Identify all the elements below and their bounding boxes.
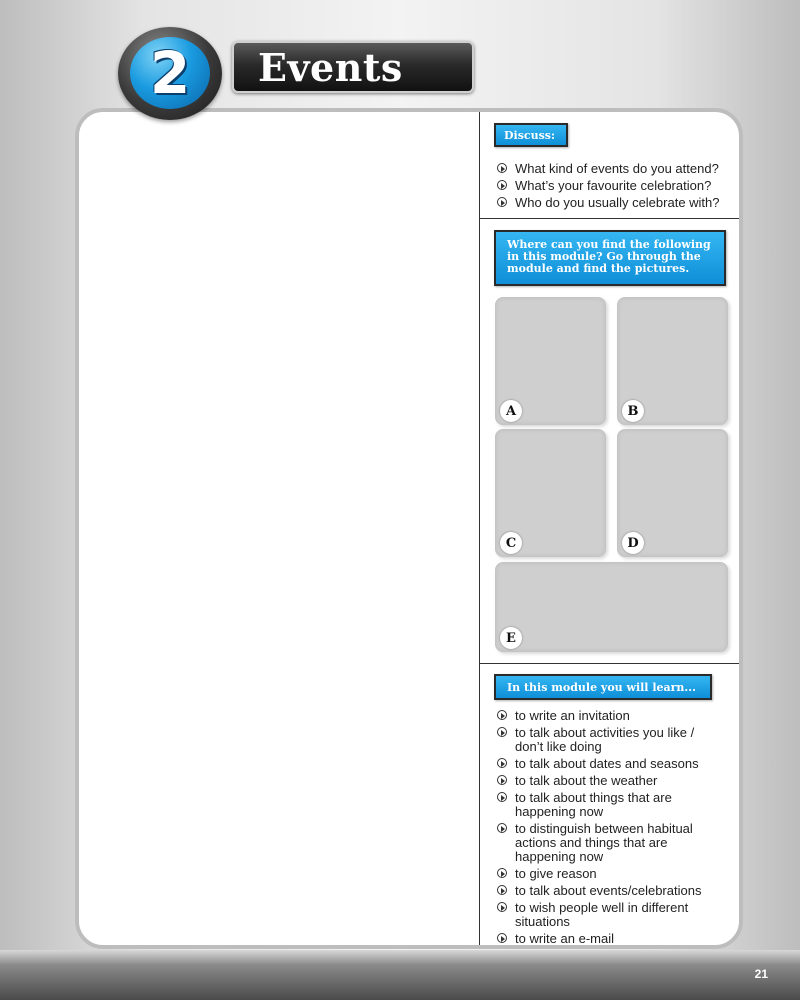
play-bullet-icon: [497, 792, 507, 802]
list-item: to give reason: [497, 867, 723, 881]
content-panel: [75, 108, 743, 949]
list-item: What’s your favourite celebration?: [497, 179, 737, 193]
list-item: to talk about things that are happening now: [497, 791, 723, 819]
picture-label: A: [500, 400, 522, 422]
list-item: to talk about activities you like / don’t like doing: [497, 726, 723, 754]
picture-label: E: [500, 627, 522, 649]
learn-tag: [494, 674, 712, 700]
picture-label: C: [500, 532, 522, 554]
column-divider: [479, 112, 480, 945]
picture-e: [495, 562, 728, 652]
play-bullet-icon: [497, 868, 507, 878]
module-badge-inner: [130, 37, 210, 109]
learn-tag-label: In this module you will learn...: [507, 681, 696, 694]
play-bullet-icon: [497, 180, 507, 190]
play-bullet-icon: [497, 163, 507, 173]
list-item: to write an e-mail: [497, 932, 723, 946]
play-bullet-icon: [497, 197, 507, 207]
picture-label: B: [622, 400, 644, 422]
module-title: Events: [258, 45, 403, 90]
picture-c: [495, 429, 606, 557]
discuss-tag: [494, 123, 568, 147]
footer-band: [0, 950, 800, 1000]
find-tag-line: Where can you find the following: [507, 238, 711, 251]
list-item: to talk about events/celebrations: [497, 884, 723, 898]
module-number: 2: [149, 39, 191, 107]
picture-b: [617, 297, 728, 425]
learn-list: [497, 709, 723, 949]
page-number: 21: [754, 967, 768, 981]
find-tag: [494, 230, 726, 286]
play-bullet-icon: [497, 823, 507, 833]
list-item: to wish people well in different situations: [497, 901, 723, 929]
play-bullet-icon: [497, 710, 507, 720]
play-bullet-icon: [497, 933, 507, 943]
find-tag-line: module and find the pictures.: [507, 262, 690, 275]
list-item: to talk about dates and seasons: [497, 757, 723, 771]
list-item: to talk about the weather: [497, 774, 723, 788]
picture-d: [617, 429, 728, 557]
play-bullet-icon: [497, 885, 507, 895]
play-bullet-icon: [497, 775, 507, 785]
play-bullet-icon: [497, 727, 507, 737]
list-item: Who do you usually celebrate with?: [497, 196, 737, 210]
module-title-bar: [232, 41, 474, 93]
list-item: to distinguish between habitual actions and things that are happening now: [497, 822, 723, 864]
left-image-area: [79, 112, 479, 945]
discuss-list: [497, 162, 737, 213]
section-divider: [480, 218, 743, 219]
list-item: What kind of events do you attend?: [497, 162, 737, 176]
module-badge: [118, 27, 222, 120]
picture-label: D: [622, 532, 644, 554]
find-tag-line: in this module? Go through the: [507, 250, 701, 263]
list-item: to write an invitation: [497, 709, 723, 723]
picture-a: [495, 297, 606, 425]
play-bullet-icon: [497, 758, 507, 768]
play-bullet-icon: [497, 902, 507, 912]
discuss-tag-label: Discuss:: [504, 129, 556, 142]
section-divider: [480, 663, 743, 664]
